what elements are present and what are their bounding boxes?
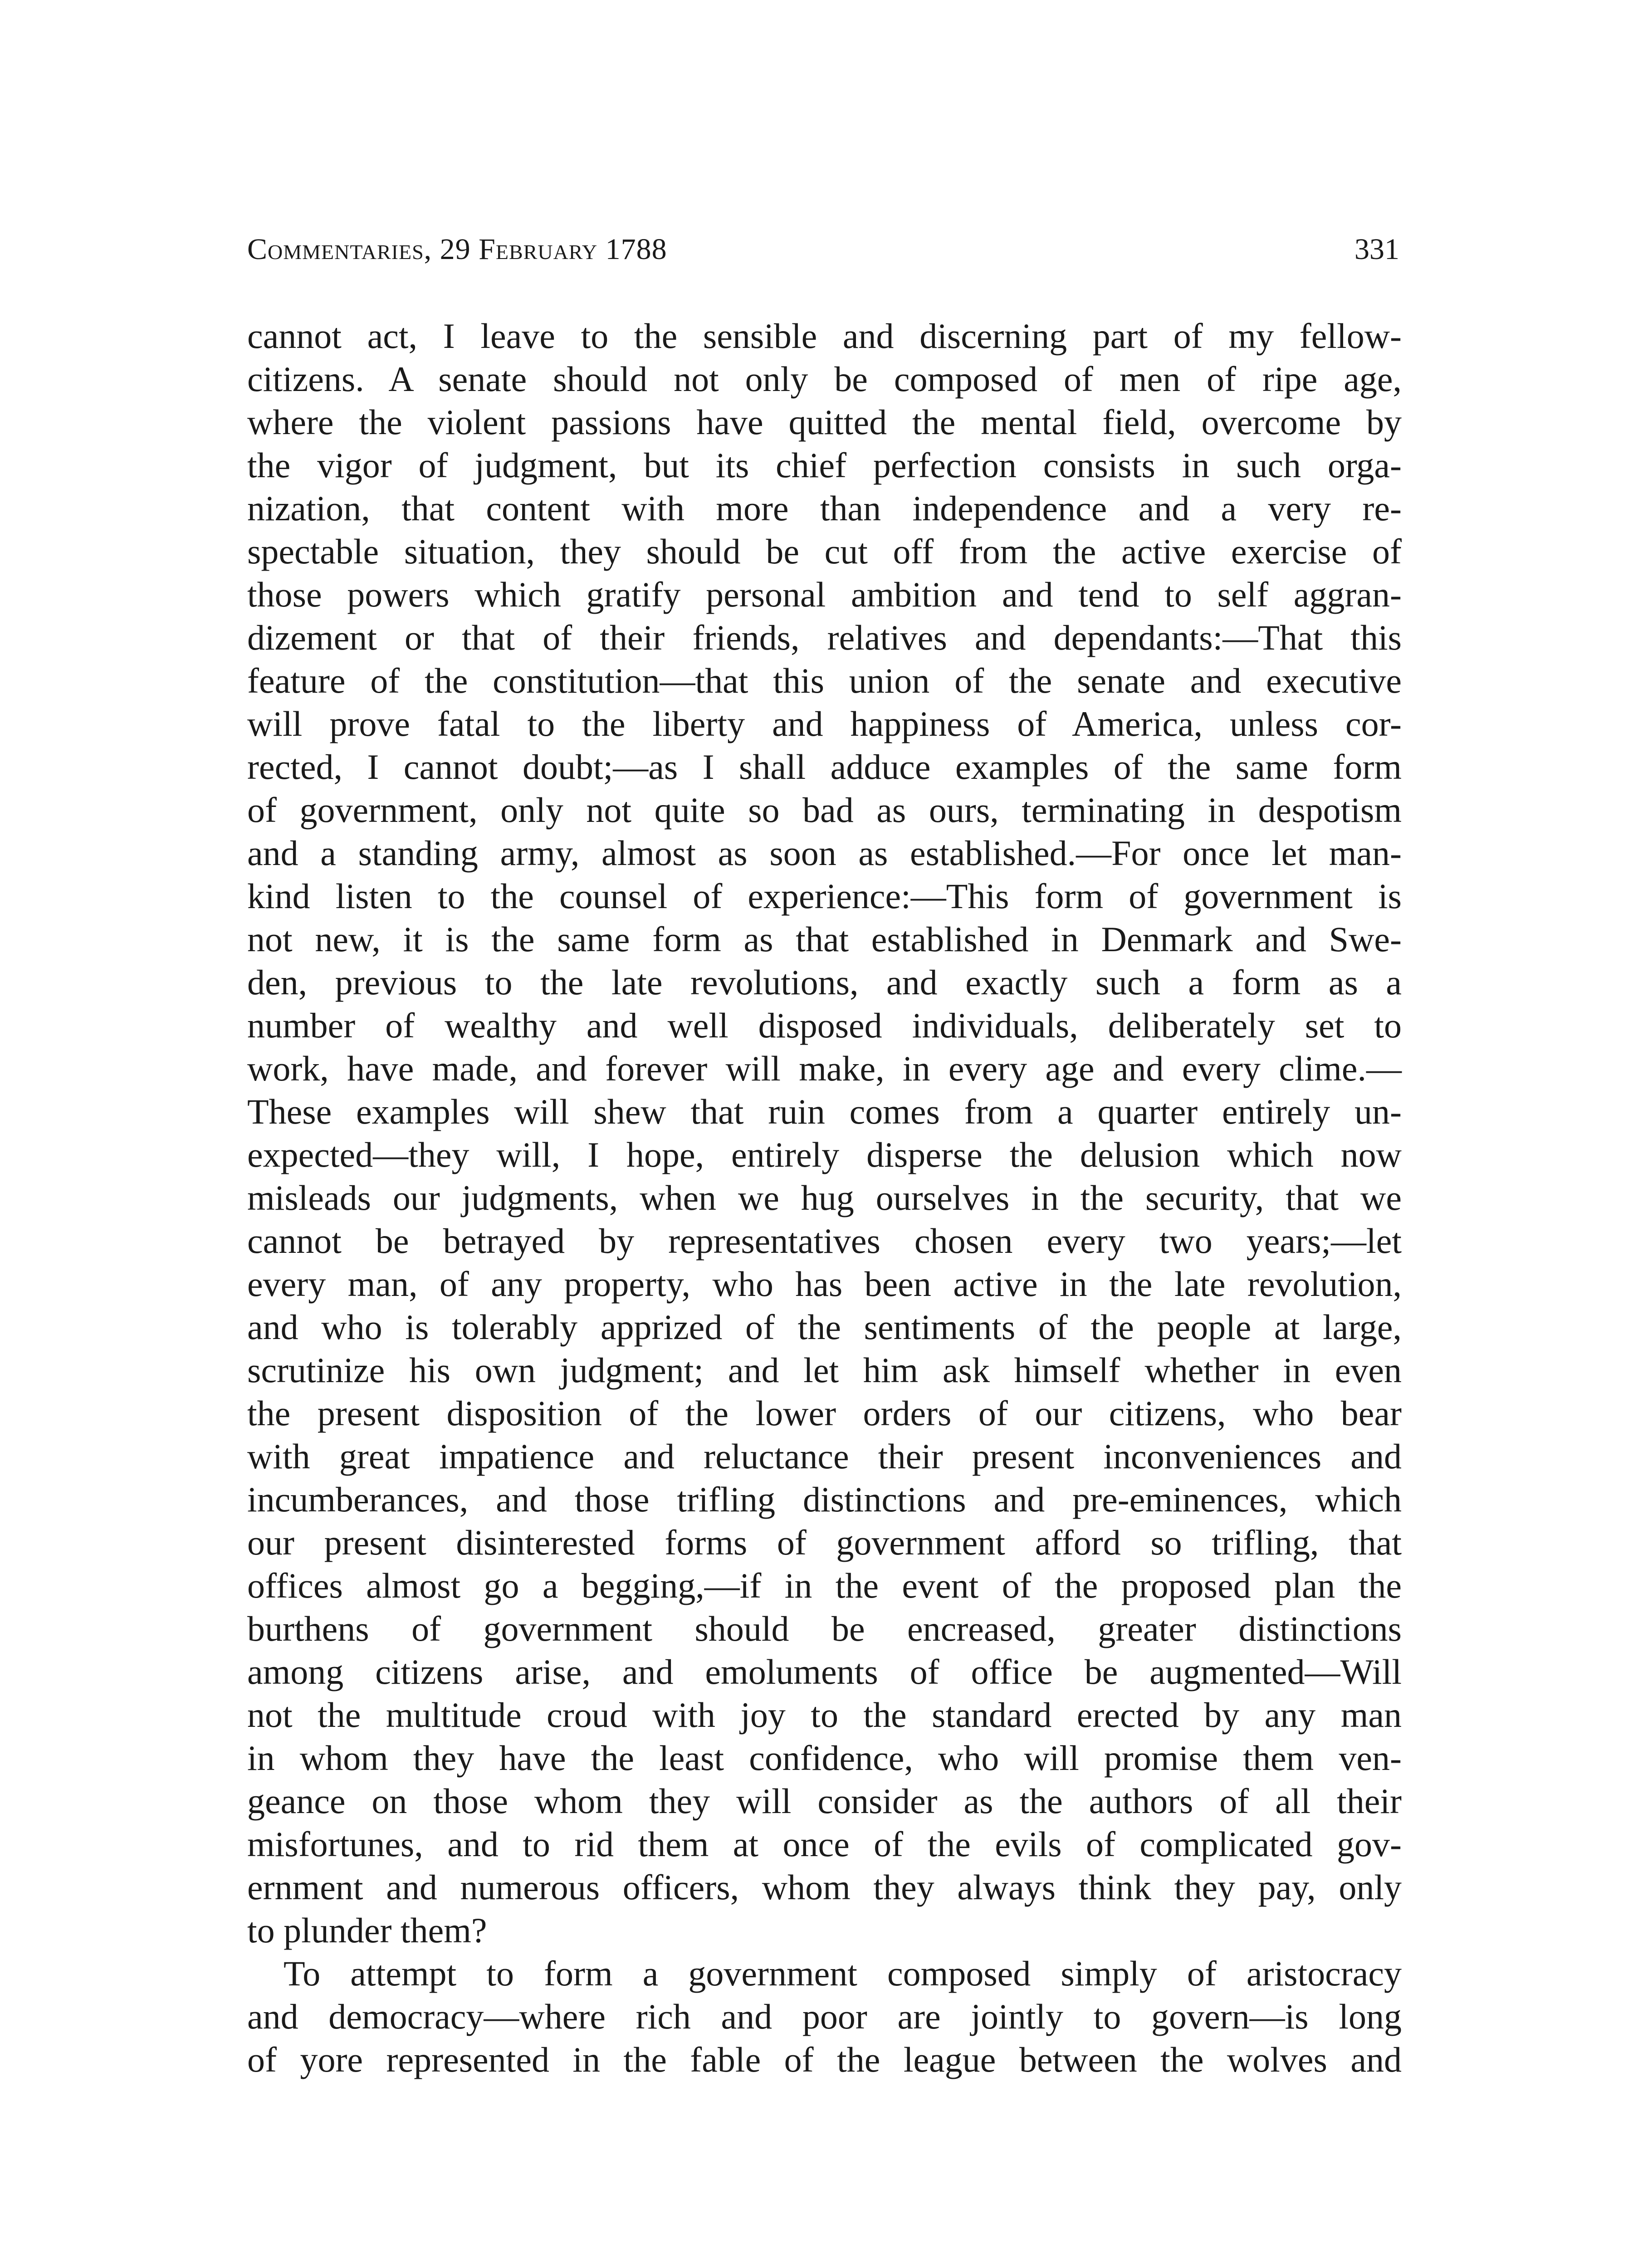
text-line: offices almost go a begging,—if in the event of the proposed plan the [247,1566,1402,1605]
text-line: the vigor of judgment, but its chief perfection consists in such orga- [247,445,1402,485]
text-line: nization, that content with more than independence and a very re- [247,489,1402,528]
text-line: den, previous to the late revolutions, and exactly such a form as a [247,963,1402,1002]
text-line: with great impatience and reluctance their present inconveniences and [247,1437,1402,1476]
text-line: work, have made, and forever will make, in every age and every clime.— [247,1049,1402,1088]
text-line: of yore represented in the fable of the league between the wolves and [247,2040,1402,2079]
text-line: of government, only not quite so bad as ours, terminating in despotism [247,790,1402,830]
text-line: those powers which gratify personal ambition and tend to self aggran- [247,575,1402,614]
text-line: rected, I cannot doubt;—as I shall adduce examples of the same form [247,747,1402,787]
text-line: the present disposition of the lower orders of our citizens, who bear [247,1393,1402,1433]
text-line: feature of the constitution—that this union of the senate and executive [247,661,1402,700]
text-line: cannot act, I leave to the sensible and discerning part of my fellow- [247,316,1402,356]
text-line: kind listen to the counsel of experience:—This form of government is [247,876,1402,916]
text-line: not new, it is the same form as that established in Denmark and Swe- [247,919,1402,959]
text-line: scrutinize his own judgment; and let him ask himself whether in even [247,1350,1402,1390]
text-line: will prove fatal to the liberty and happiness of America, unless cor- [247,704,1402,743]
page-number: 331 [1354,233,1399,266]
text-line: burthens of government should be encreased, greater distinctions [247,1609,1402,1648]
text-line: To attempt to form a government composed simply of aristocracy [284,1954,1402,1993]
text-line: every man, of any property, who has been active in the late revolution, [247,1264,1402,1304]
text-line: to plunder them? [247,1911,487,1950]
text-line: not the multitude croud with joy to the standard erected by any man [247,1695,1402,1735]
text-line: dizement or that of their friends, relatives and dependants:—That this [247,618,1402,657]
text-line: in whom they have the least confidence, who will promise them ven- [247,1738,1402,1778]
text-line: incumberances, and those trifling distinctions and pre-eminences, which [247,1480,1402,1519]
text-line: number of wealthy and well disposed individuals, deliberately set to [247,1006,1402,1045]
text-line: where the violent passions have quitted the mental field, overcome by [247,402,1402,442]
text-line: geance on those whom they will consider as the authors of all their [247,1781,1402,1821]
running-head [247,229,1399,270]
text-line: and who is tolerably apprized of the sentiments of the people at large, [247,1307,1402,1347]
body-text [247,314,1402,2081]
text-line: citizens. A senate should not only be composed of men of ripe age, [247,359,1402,399]
text-line: cannot be betrayed by representatives chosen every two years;—let [247,1221,1402,1261]
text-line: among citizens arise, and emoluments of office be augmented—Will [247,1652,1402,1691]
text-line: and democracy—where rich and poor are jointly to govern—is long [247,1997,1402,2036]
text-line: misleads our judgments, when we hug ourselves in the security, that we [247,1178,1402,1217]
text-line: our present disinterested forms of government afford so trifling, that [247,1523,1402,1562]
text-line: and a standing army, almost as soon as established.—For once let man- [247,833,1402,873]
text-line: expected—they will, I hope, entirely disperse the delusion which now [247,1135,1402,1174]
text-line: spectable situation, they should be cut off from the active exercise of [247,532,1402,571]
text-line: These examples will shew that ruin comes from a quarter entirely un- [247,1092,1402,1131]
running-title: Commentaries, 29 February 1788 [247,233,667,266]
text-line: misfortunes, and to rid them at once of the evils of complicated gov- [247,1824,1402,1864]
text-line: ernment and numerous officers, whom they always think they pay, only [247,1867,1402,1907]
